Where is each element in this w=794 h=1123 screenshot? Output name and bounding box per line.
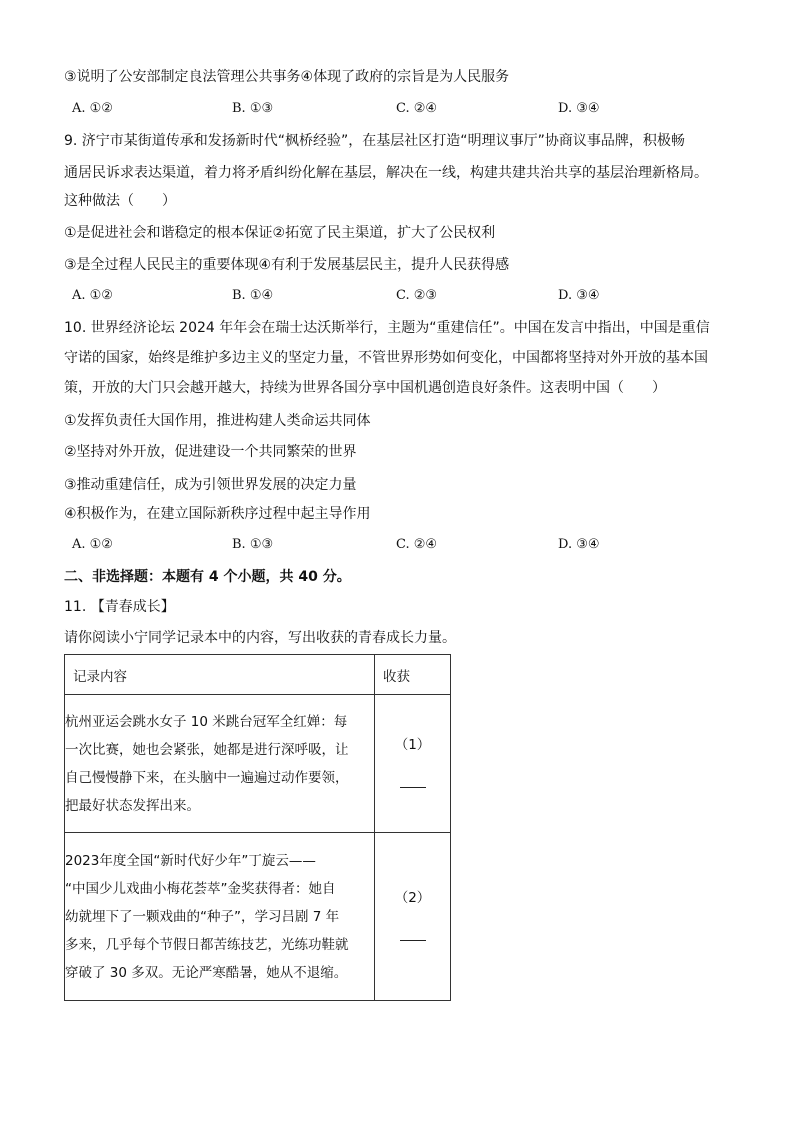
record-table <box>64 654 451 1001</box>
table-row <box>65 695 451 833</box>
q9-stem-line-1: 9. 济宁市某街道传承和发扬新时代“枫桥经验”，在基层社区打造“明理议事厅”协商议事品牌，积极畅 <box>64 133 685 149</box>
q8-options <box>72 101 672 121</box>
q9-option-c[interactable]: C. ②③ <box>396 288 438 303</box>
answer-blank-1[interactable] <box>400 773 426 788</box>
q10-option-a[interactable]: A. ①② <box>72 537 113 552</box>
q8-option-b[interactable]: B. ①③ <box>232 101 274 116</box>
q9-options <box>72 288 672 308</box>
q10-statement-2: ②坚持对外开放，促进建设一个共同繁荣的世界 <box>64 444 357 460</box>
record-1-line: 把最好状态发挥出来。 <box>65 797 200 814</box>
record-2-line: 穿破了 30 多双。无论严寒酷暑，她从不退缩。 <box>65 964 348 981</box>
q10-stem-line-2: 守诺的国家，始终是维护多边主义的坚定力量，不管世界形势如何变化，中国都将坚持对外开放的基本国 <box>64 350 708 366</box>
record-2-line: 幼就埋下了一颗戏曲的“种子”，学习吕剧 7 年 <box>65 908 340 925</box>
q8-statement-line: ③说明了公安部制定良法管理公共事务④体现了政府的宗旨是为人民服务 <box>64 69 510 85</box>
gain-cell-2 <box>375 833 451 1001</box>
record-2-line: 多来，几乎每个节假日都苦练技艺，光练功鞋就 <box>65 936 349 953</box>
q9-option-a[interactable]: A. ①② <box>72 288 113 303</box>
q9-stem-line-3: 这种做法（ ） <box>64 193 176 209</box>
q9-option-d[interactable]: D. ③④ <box>558 288 600 303</box>
q11-prompt: 请你阅读小宁同学记录本中的内容，写出收获的青春成长力量。 <box>64 630 456 646</box>
table-row <box>65 833 451 1001</box>
record-1-line: 自己慢慢静下来，在头脑中一遍遍过动作要领， <box>65 769 349 786</box>
q8-option-d[interactable]: D. ③④ <box>558 101 600 116</box>
record-cell-2 <box>65 833 375 1001</box>
gain-cell-1 <box>375 695 451 833</box>
q10-option-b[interactable]: B. ①③ <box>232 537 274 552</box>
q8-option-a[interactable]: A. ①② <box>72 101 113 116</box>
header-gain: 收获 <box>375 655 451 695</box>
record-1-line: 一次比赛，她也会紧张，她都是进行深呼吸，让 <box>65 741 349 758</box>
record-2-line: 2023年度全国“新时代好少年”丁旋云—— <box>65 852 316 869</box>
q9-stem-line-2: 通居民诉求表达渠道，着力将矛盾纠纷化解在基层，解决在一线，构建共建共治共享的基层治理新格局。 <box>64 165 708 181</box>
q10-statement-1: ①发挥负责任大国作用，推进构建人类命运共同体 <box>64 413 371 429</box>
answer-label-1: （1） <box>394 737 431 753</box>
record-2-line: “中国少儿戏曲小梅花荟萃”金奖获得者：她自 <box>65 880 336 897</box>
q10-statement-3: ③推动重建信任，成为引领世界发展的决定力量 <box>64 477 357 493</box>
q9-statement-1: ①是促进社会和谐稳定的根本保证②拓宽了民主渠道，扩大了公民权利 <box>64 225 496 241</box>
record-1-line: 杭州亚运会跳水女子 10 米跳台冠军全红婵：每 <box>65 713 348 730</box>
q9-statement-2: ③是全过程人民民主的重要体现④有利于发展基层民主，提升人民获得感 <box>64 257 510 273</box>
q10-option-d[interactable]: D. ③④ <box>558 537 600 552</box>
record-table-header <box>65 655 451 695</box>
q11-title: 11. 【青春成长】 <box>64 599 175 615</box>
q9-option-b[interactable]: B. ①④ <box>232 288 274 303</box>
record-cell-1 <box>65 695 375 833</box>
q8-option-c[interactable]: C. ②④ <box>396 101 438 116</box>
q10-statement-4: ④积极作为，在建立国际新秩序过程中起主导作用 <box>64 506 371 522</box>
header-record-content: 记录内容 <box>65 655 375 695</box>
q10-option-c[interactable]: C. ②④ <box>396 537 438 552</box>
answer-blank-2[interactable] <box>400 926 426 941</box>
q10-stem-line-1: 10. 世界经济论坛 2024 年年会在瑞士达沃斯举行，主题为“重建信任”。中国在发言中指出，中国是重信 <box>64 320 710 336</box>
section-2-title: 二、非选择题：本题有 4 个小题，共 40 分。 <box>64 569 351 585</box>
q10-options <box>72 537 672 557</box>
answer-label-2: （2） <box>394 890 431 906</box>
q10-stem-line-3: 策，开放的大门只会越开越大，持续为世界各国分享中国机遇创造良好条件。这表明中国（ ） <box>64 380 666 396</box>
